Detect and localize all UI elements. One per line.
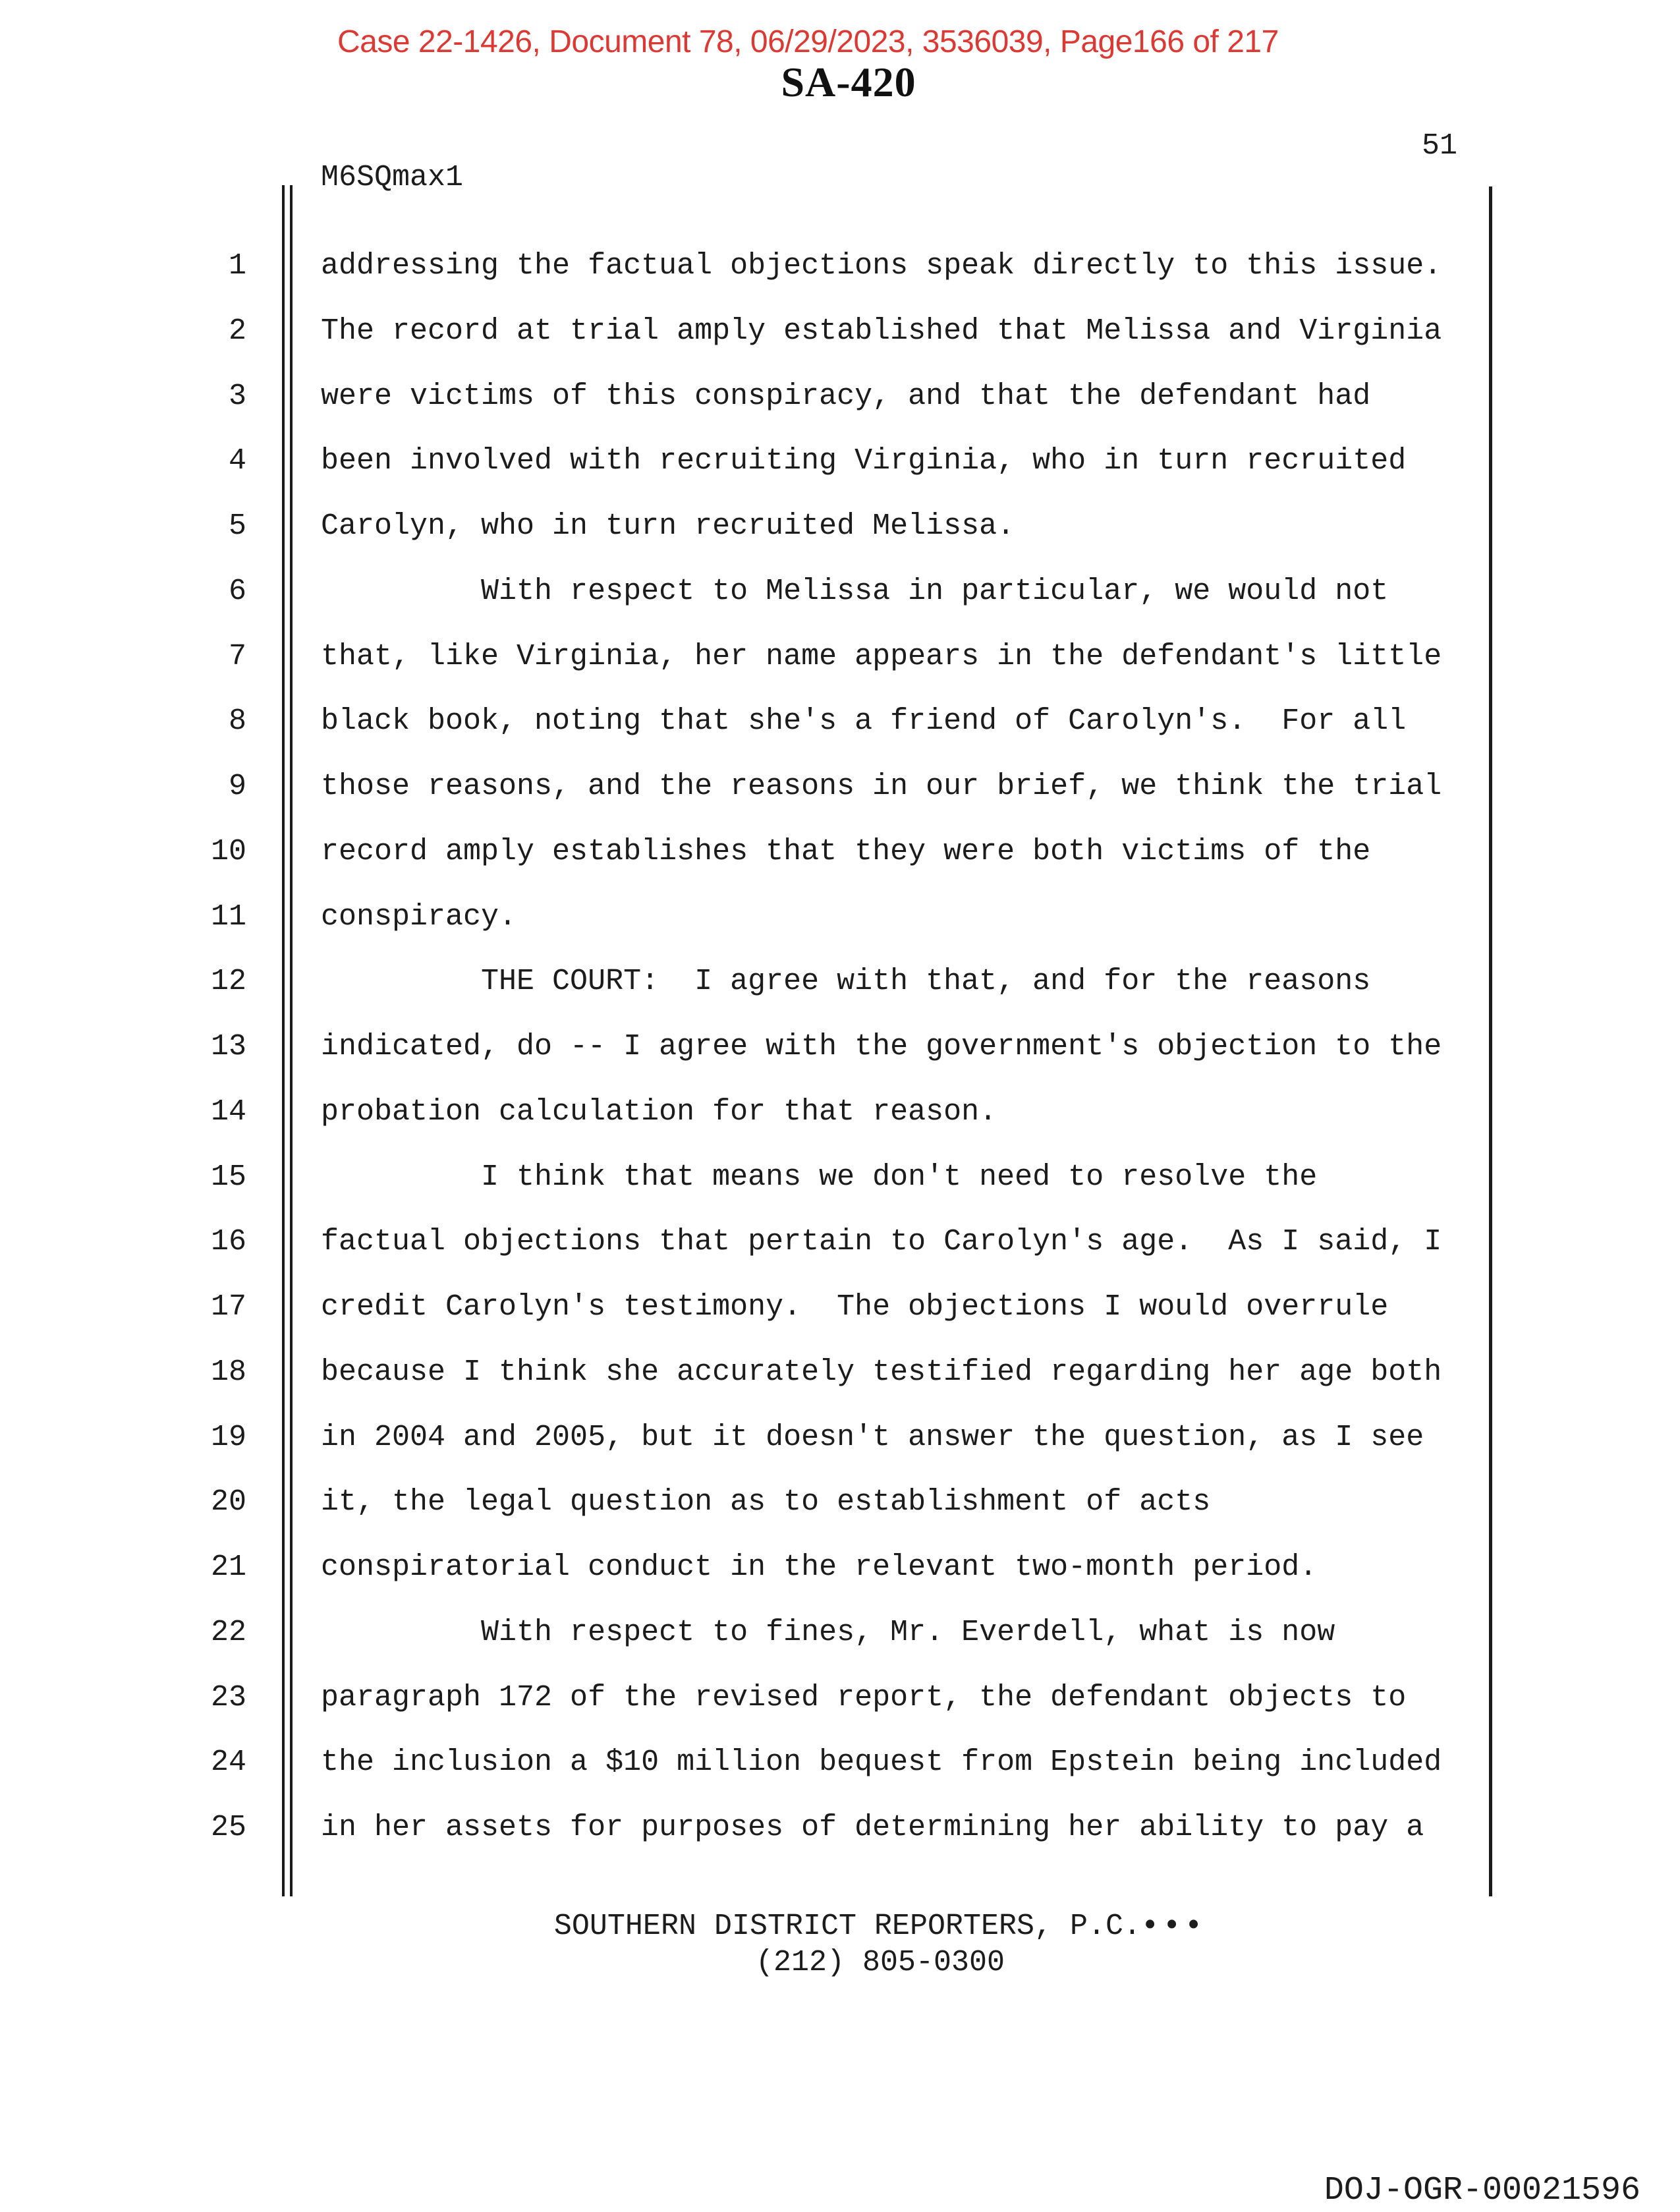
line-number: 16: [210, 1225, 246, 1259]
line-number: 25: [210, 1811, 246, 1844]
appendix-page-label: SA-420: [781, 59, 916, 105]
line-number: 4: [228, 444, 246, 478]
transcript-page-number: 51: [1422, 129, 1458, 163]
session-id-label: M6SQmax1: [321, 161, 464, 194]
line-number: 10: [210, 834, 246, 868]
line-text: I think that means we don't need to resolve the: [321, 1160, 1318, 1194]
line-number: 8: [228, 704, 246, 739]
line-number: 12: [210, 965, 246, 999]
line-text: The record at trial amply established that Melissa and Virginia: [321, 314, 1442, 348]
transcript-line: [198, 754, 1489, 820]
transcript-line: [198, 689, 1489, 754]
line-text: in 2004 and 2005, but it doesn't answer the question, as I see: [321, 1420, 1424, 1454]
line-number: 5: [228, 509, 246, 543]
line-text: probation calculation for that reason.: [321, 1094, 997, 1129]
line-text: addressing the factual objections speak directly to this issue.: [321, 249, 1442, 283]
transcript-line: [198, 1601, 1489, 1666]
transcript-line: [198, 1405, 1489, 1471]
transcript-body: [198, 234, 1489, 1861]
transcript-line: [198, 950, 1489, 1015]
transcript-line: [198, 1145, 1489, 1210]
line-text: Carolyn, who in turn recruited Melissa.: [321, 509, 1015, 543]
line-number: 22: [210, 1615, 246, 1649]
line-number: 17: [210, 1290, 246, 1324]
transcript-line: [198, 1470, 1489, 1535]
line-number: 14: [210, 1094, 246, 1129]
line-text: factual objections that pertain to Carolyn's age. As I said, I: [321, 1225, 1442, 1259]
line-text: THE COURT: I agree with that, and for the reasons: [321, 965, 1371, 999]
footer-dots: •••: [1141, 1910, 1207, 1943]
line-text: paragraph 172 of the revised report, the defendant objects to: [321, 1680, 1407, 1715]
transcript-line: [198, 364, 1489, 430]
transcript-line: [198, 1535, 1489, 1601]
line-number: 21: [210, 1550, 246, 1584]
line-text: were victims of this conspiracy, and that the defendant had: [321, 379, 1371, 413]
transcript-line: [198, 299, 1489, 364]
transcript-line: [198, 1015, 1489, 1080]
line-text: it, the legal question as to establishment of acts: [321, 1485, 1211, 1519]
line-text: those reasons, and the reasons in our brief, we think the trial: [321, 770, 1442, 803]
transcript-line: [198, 1666, 1489, 1731]
line-text: that, like Virginia, her name appears in the defendant's little: [321, 639, 1442, 673]
line-number: 23: [210, 1680, 246, 1715]
transcript-line: [198, 1796, 1489, 1861]
transcript-line: [198, 885, 1489, 950]
line-number: 9: [228, 770, 246, 803]
line-text: indicated, do -- I agree with the government's objection to the: [321, 1030, 1442, 1063]
line-number: 13: [210, 1030, 246, 1063]
line-text: conspiratorial conduct in the relevant two-month period.: [321, 1550, 1318, 1584]
line-text: record amply establishes that they were both victims of the: [321, 834, 1371, 868]
line-text: black book, noting that she's a friend of Carolyn's. For all: [321, 704, 1407, 739]
line-text: With respect to Melissa in particular, we would not: [321, 574, 1389, 608]
transcript-line: [198, 1730, 1489, 1796]
line-text: credit Carolyn's testimony. The objections I would overrule: [321, 1290, 1389, 1324]
right-margin-rule: [1489, 186, 1492, 1896]
transcript-line: [198, 1340, 1489, 1405]
line-text: because I think she accurately testified regarding her age both: [321, 1355, 1442, 1389]
line-number: 11: [210, 899, 246, 934]
transcript-line: [198, 429, 1489, 494]
line-number: 7: [228, 639, 246, 673]
line-number: 6: [228, 574, 246, 608]
line-number: 2: [228, 314, 246, 348]
transcript-line: [198, 1080, 1489, 1145]
reporter-phone-line: (212) 805-0300: [755, 1946, 1005, 1979]
line-number: 24: [210, 1745, 246, 1780]
transcript-line: [198, 559, 1489, 625]
reporter-footer: [554, 1908, 1206, 1981]
line-number: 3: [228, 379, 246, 413]
transcript-line: [198, 234, 1489, 299]
line-text: in her assets for purposes of determining her ability to pay a: [321, 1811, 1424, 1844]
line-text: been involved with recruiting Virginia, who in turn recruited: [321, 444, 1407, 478]
line-text: conspiracy.: [321, 899, 517, 934]
case-caption-stamp: Case 22-1426, Document 78, 06/29/2023, 3536039, Page166 of 217: [337, 24, 1279, 59]
transcript-line: [198, 820, 1489, 885]
line-number: 1: [228, 249, 246, 283]
transcript-line: [198, 494, 1489, 559]
line-number: 19: [210, 1420, 246, 1454]
line-number: 20: [210, 1485, 246, 1519]
bates-number: DOJ-OGR-00021596: [1324, 2172, 1640, 2209]
transcript-line: [198, 625, 1489, 690]
line-text: With respect to fines, Mr. Everdell, what is now: [321, 1615, 1335, 1649]
line-number: 18: [210, 1355, 246, 1389]
transcript-line: [198, 1275, 1489, 1340]
line-number: 15: [210, 1160, 246, 1194]
reporter-name-line: SOUTHERN DISTRICT REPORTERS, P.C.•••: [553, 1910, 1207, 1943]
line-text: the inclusion a $10 million bequest from Epstein being included: [321, 1745, 1442, 1780]
transcript-line: [198, 1210, 1489, 1275]
